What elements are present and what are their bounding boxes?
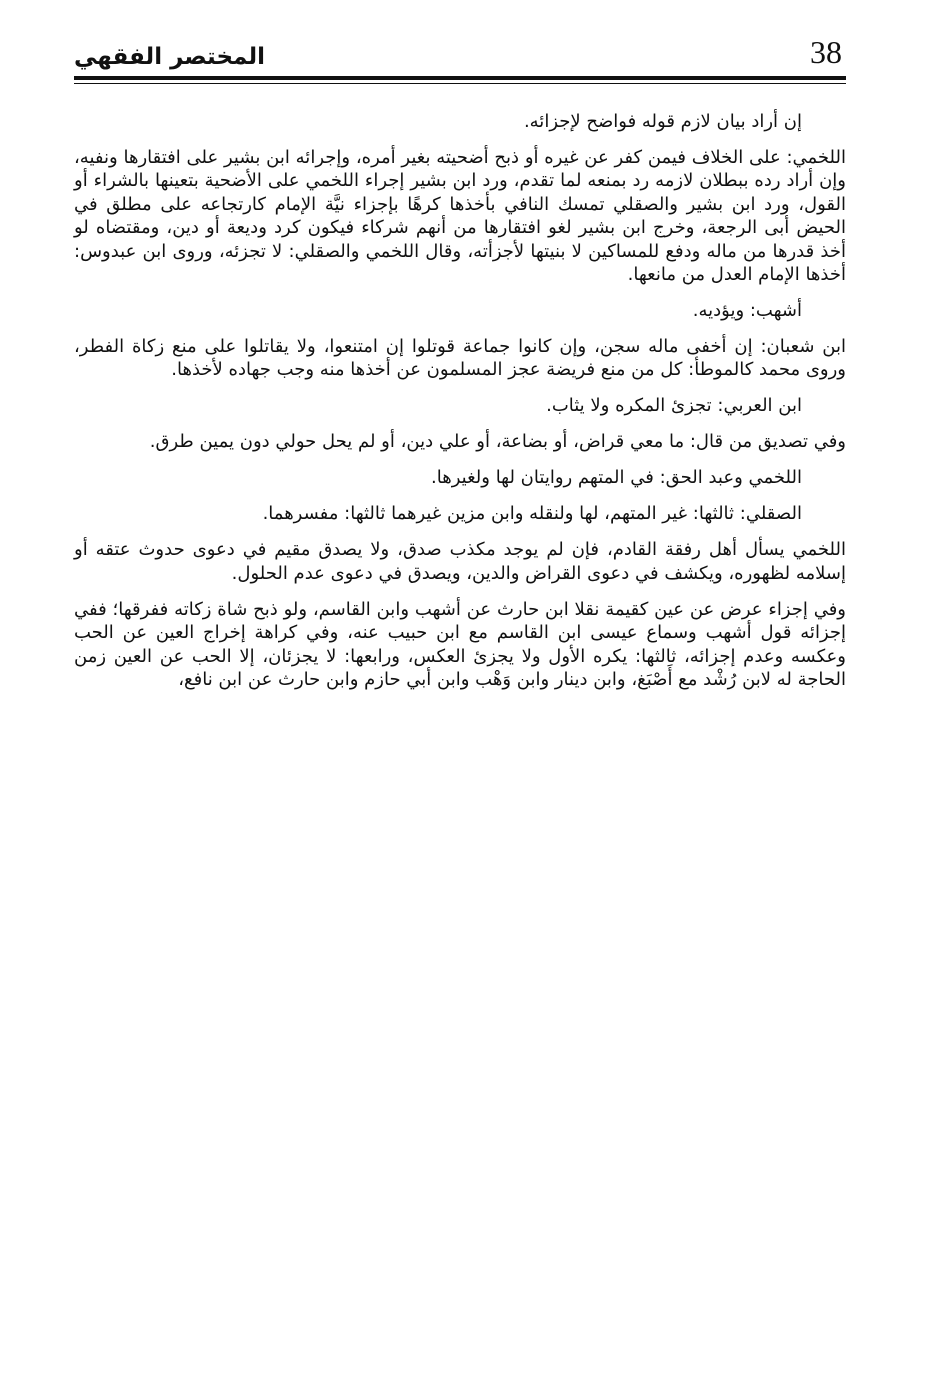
header-rule-thick [74,76,846,80]
paragraph: أشهب: ويؤديه. [692,300,802,322]
paragraph: إن أراد بيان لازم قوله فواضح لإجزائه. [523,111,802,132]
paragraph: اللخمي يسأل أهل رفقة القادم، فإن لم يوجد مكذب صدق، ولا يصدق مقيم في دعوى حدوث عتقه أو إسلامه لظهوره، ويكشف في دعوى القراض والدين، ويصدق في دعوى عدم الحلول. [74,539,846,584]
paragraph: وفي تصديق من قال: ما معي قراض، أو بضاعة، أو علي دين، أو لم يحل حولي دون يمين طرق. [149,431,846,453]
paragraph: اللخمي وعبد الحق: في المتهم روايتان لها ولغيرها. [431,467,802,489]
book-title: المختصر الفقهي [74,44,265,70]
running-header [74,30,846,86]
header-rule-thin [74,83,846,84]
body-text [74,110,846,704]
paragraph: ابن شعبان: إن أخفى ماله سجن، وإن كانوا جماعة قوتلوا إن امتنعوا، ولا يقاتلوا على منع زكاة الفطر، وروى محمد كالموطأ: كل من منع فريضة عجز المسلمون عن أخذها منه وجب جهاده لأخذها. [74,336,846,381]
page-number: 38 [810,34,842,70]
paragraph: الصقلي: ثالثها: غير المتهم، لها ولنقله وابن مزين غيرهما ثالثها: مفسرهما. [262,503,802,525]
paragraph: اللخمي: على الخلاف فيمن كفر عن غيره أو ذبح أضحيته بغير أمره، وإجرائه ابن بشير على افتقارها ونفيه، وإن أراد رده ببطلان لازمه رد بمنعه لما تقدم، ورد ابن بشير إجراء اللخمي على الأضحية بتعينها بالشراء أو القول، ورد ابن بشير والصقلي تمسك النافي بأخذها كرهًا بإجزاء نيَّة الإمام كارتجاعه على مطلق في الحيض أبى الرجعة، وخرج ابن بشير لغو افتقارها من أنهم شركاء فيكون كرد وديعة أو دين، ومقتضاه لو أخذ قدرها من ماله ودفع للمساكين لا بنيتها لأجزأته، وقال اللخمي والصقلي: لا تجزئه، وروى ابن عبدوس: أخذها الإمام العدل من مانعها. [74,147,846,286]
paragraph: وفي إجزاء عرض عن عين كقيمة نقلا ابن حارث عن أشهب وابن القاسم، ولو ذبح شاة زكاته ففرقها؛ ففي إجزائه قول أشهب وسماع عيسى ابن القاسم مع ابن حبيب عنه، وفي كراهة إخراج العين عن الحب وعكسه وعدم إجزائه، ثالثها: يكره الأول ولا يجزئ العكس، ورابعها: لا يجزئان، إلا الحب عن العين زمن الحاجة له لابن رُشْد مع أَصْبَغ، وابن دينار وابن وَهْب وابن أبي حازم وابن حارث عن ابن نافع، [74,598,846,691]
paragraph: ابن العربي: تجزئ المكره ولا يثاب. [546,395,802,417]
